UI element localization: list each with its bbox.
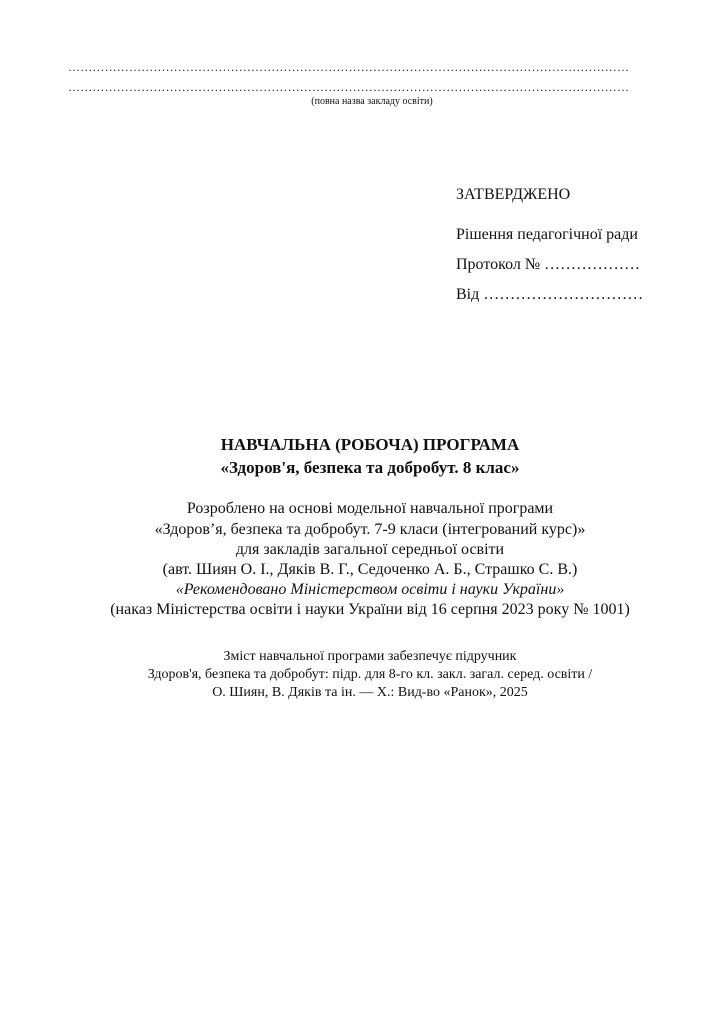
approval-protocol: Протокол № ……………… (456, 256, 641, 273)
approval-title: ЗАТВЕРДЖЕНО (456, 186, 571, 203)
program-subtitle: «Здоров'я, безпека та добробут. 8 клас» (220, 458, 520, 477)
basis-line-1: Розроблено на основі модельної навчальної програми (186, 500, 554, 517)
basis-line-4: (авт. Шиян О. І., Дяків В. Г., Седоченко А. Б., Страшко С. В.) (162, 561, 578, 578)
textbook-line-1: Зміст навчальної програми забезпечує підручник (223, 649, 517, 664)
approval-date: Від ………………………… (456, 286, 644, 303)
approval-decision: Рішення педагогічної ради (456, 226, 638, 243)
basis-line-3: для закладів загальної середньої освіти (235, 541, 505, 558)
basis-line-5: «Рекомендовано Міністерством освіти і науки України» (175, 581, 565, 598)
institution-name-line-1: ………………………………………………………………………………………………………………………… (68, 60, 630, 74)
institution-name-line-2: ………………………………………………………………………………………………………………………… (68, 80, 630, 94)
basis-line-2: «Здоров’я, безпека та добробут. 7-9 класи (інтегрований курс)» (154, 521, 586, 538)
textbook-line-3: О. Шиян, В. Дяків та ін. — Х.: Вид-во «Ранок», 2025 (212, 685, 528, 700)
textbook-line-2: Здоров'я, безпека та добробут: підр. для 8-го кл. закл. загал. серед. освіти / (147, 667, 593, 682)
program-title: НАВЧАЛЬНА (РОБОЧА) ПРОГРАМА (220, 435, 520, 454)
institution-caption: (повна назва закладу освіти) (311, 96, 433, 107)
basis-line-6: (наказ Міністерства освіти і науки України від 16 серпня 2023 року № 1001) (110, 601, 630, 618)
